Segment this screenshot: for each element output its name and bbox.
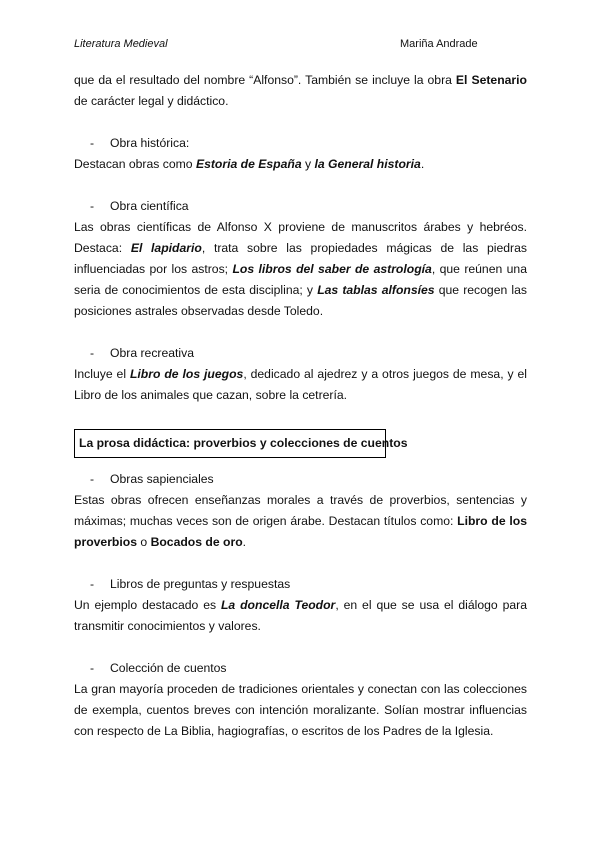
header-author-name: Mariña Andrade <box>400 38 478 50</box>
bullet-label: Colección de cuentos <box>110 661 227 675</box>
bullet-dash: - <box>90 199 95 213</box>
paragraph-obras-sapienciales: Estas obras ofrecen enseñanzas morales a través de proverbios, sentencias y máximas; muchas veces son de origen árabe. Destacan títulos como: Libro de los proverbios o Bocados de oro. <box>74 493 527 549</box>
header-course-title: Literatura Medieval <box>74 38 168 50</box>
bullet-label: Obra científica <box>110 199 189 213</box>
section-heading-wrapper <box>74 427 527 469</box>
paragraph-coleccion-cuentos: La gran mayoría proceden de tradiciones orientales y conectan con las colecciones de exempla, cuentos breves con intención moralizante. Solían mostrar influencias con respecto de La Biblia, hagiografías, o escritos de los Padres de la Iglesia. <box>74 682 527 738</box>
el-setenario-title: El Setenario <box>455 73 527 87</box>
bullet-dash: - <box>90 346 95 360</box>
bullet-coleccion-cuentos <box>74 658 527 679</box>
bullet-obra-recreativa <box>74 343 527 364</box>
paragraph-obra-historica: Destacan obras como Estoria de España y la General historia. <box>74 157 425 171</box>
bullet-dash: - <box>90 661 95 675</box>
bullet-dash: - <box>90 577 95 591</box>
intro-paragraph: que da el resultado del nombre “Alfonso”. También se incluye la obra El Setenario de carácter legal y didáctico. <box>74 73 527 108</box>
bullet-obras-sapienciales <box>74 469 527 490</box>
bullet-label: Libros de preguntas y respuestas <box>110 577 291 591</box>
bullet-dash: - <box>90 136 95 150</box>
bullet-dash: - <box>90 472 95 486</box>
paragraph-obra-recreativa: Incluye el Libro de los juegos, dedicado al ajedrez y a otros juegos de mesa, y el Libro de los animales que cazan, sobre la cetrería. <box>74 367 528 402</box>
bullet-label: Obra recreativa <box>110 346 194 360</box>
bullet-label: Obra histórica: <box>110 136 190 150</box>
bullet-obra-historica <box>74 133 527 154</box>
bullet-label: Obras sapienciales <box>110 472 214 486</box>
bullet-obra-cientifica <box>74 196 527 217</box>
document-body <box>74 70 527 742</box>
paragraph-preguntas-respuestas: Un ejemplo destacado es La doncella Teodor, en el que se usa el diálogo para transmitir conocimientos y valores. <box>74 598 527 633</box>
section-heading-box: La prosa didáctica: proverbios y colecciones de cuentos <box>74 429 386 458</box>
paragraph-obra-cientifica: Las obras científicas de Alfonso X proviene de manuscritos árabes y hebréos. Destaca: El lapidario, trata sobre las propiedades mágicas de las piedras influenciadas por los astros; Los libros del saber de astrología, que reúnen una seria de conocimientos de esta disciplina; y Las tablas alfonsíes que recogen las posiciones astrales observadas desde Toledo. <box>74 220 527 318</box>
bullet-preguntas-respuestas <box>74 574 527 595</box>
